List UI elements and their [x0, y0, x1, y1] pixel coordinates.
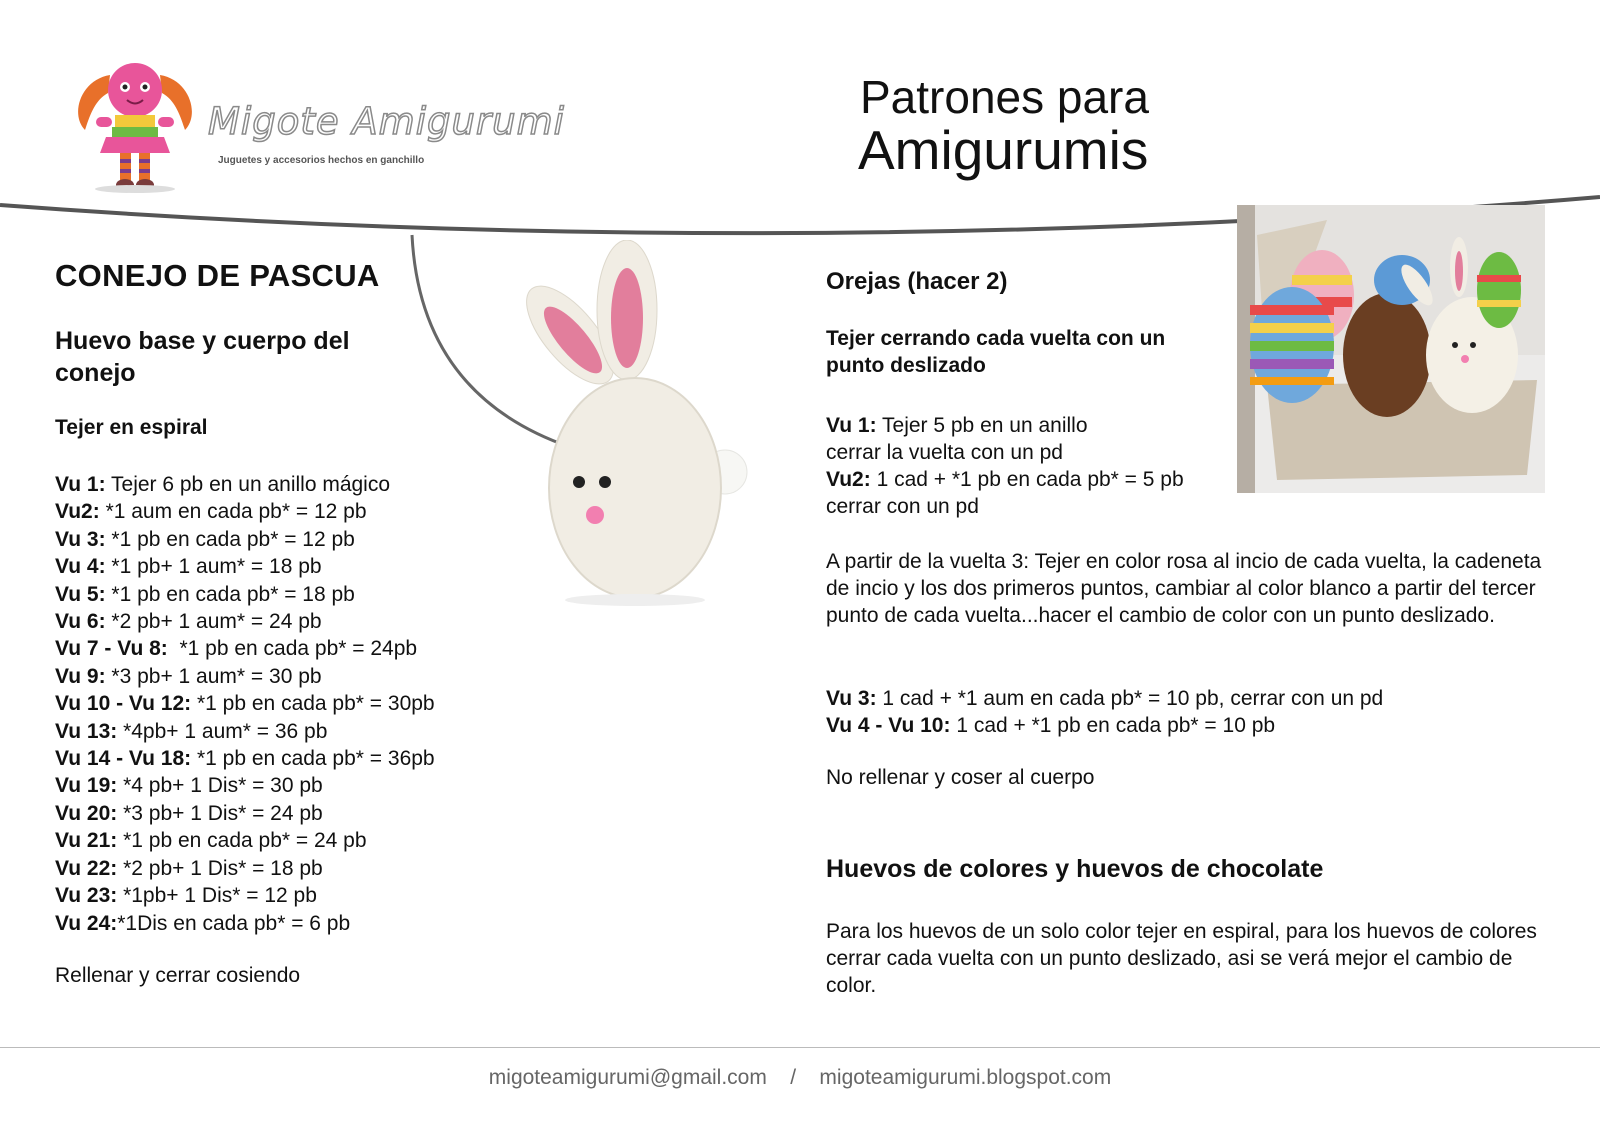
pattern-row: [826, 712, 1383, 739]
row-label: Vu 20:: [55, 801, 118, 825]
footer-divider: [0, 1047, 1600, 1048]
row-label: Vu 4 - Vu 10:: [826, 714, 951, 737]
logo-tagline: Juguetes y accesorios hechos en ganchillo: [218, 155, 425, 166]
row-label: Vu 22:: [55, 856, 118, 880]
pattern-title: CONEJO DE PASCUA: [55, 258, 380, 293]
body-closing-note: Rellenar y cerrar cosiendo: [55, 964, 301, 987]
row-text: *3 pb+ 1 aum* = 30 pb: [105, 664, 322, 688]
row-label: Vu 5:: [55, 582, 106, 606]
row-text: *4 pb+ 1 Dis* = 30 pb: [117, 774, 323, 798]
pattern-row: [55, 882, 435, 909]
row-text: *1 pb en cada pb* = 24 pb: [117, 829, 367, 853]
pattern-row: [55, 718, 435, 745]
row-text: cerrar con un pd: [826, 495, 979, 518]
pattern-row: [826, 466, 1184, 493]
row-text: *1Dis en cada pb* = 6 pb: [117, 911, 351, 935]
logo-doll-icon: [70, 55, 200, 195]
row-text: Tejer 6 pb en un anillo mágico: [105, 473, 391, 496]
row-text: cerrar la vuelta con un pd: [826, 441, 1063, 464]
pattern-row: [55, 608, 435, 635]
ears-instruction: Tejer cerrando cada vuelta con un punto deslizado: [826, 327, 1166, 377]
pattern-row: [826, 439, 1184, 466]
logo-wordmark: Migote Amigurumi: [208, 100, 565, 143]
footer-separator: /: [790, 1066, 797, 1089]
footer-blog-link[interactable]: migoteamigurumi.blogspot.com: [819, 1066, 1112, 1089]
row-label: Vu 6:: [55, 610, 106, 634]
ears-rows-list-2: [826, 685, 1383, 739]
pattern-row: [55, 827, 435, 854]
eggs-paragraph: Para los huevos de un solo color tejer en espiral, para los huevos de colores cerrar cada vuelta con un punto deslizado, asi se verá mejor el cambio de color.: [826, 920, 1537, 997]
row-label: Vu 24:: [55, 911, 118, 935]
pattern-row: [826, 493, 1184, 520]
pattern-row: [826, 685, 1383, 712]
footer-email[interactable]: migoteamigurumi@gmail.com: [488, 1066, 767, 1089]
header-title-line1: Patrones para: [860, 71, 1149, 123]
pattern-row: [55, 526, 435, 553]
pattern-row: [55, 800, 435, 827]
row-label: Vu2:: [826, 468, 871, 491]
pattern-row: [55, 855, 435, 882]
ears-finish-note: No rellenar y coser al cuerpo: [826, 766, 1095, 789]
section-heading-body: Huevo base y cuerpo del conejo: [55, 327, 350, 387]
row-label: Vu 14 - Vu 18:: [55, 747, 192, 771]
row-label: Vu 1:: [55, 473, 106, 496]
pattern-row: [55, 553, 435, 580]
row-text: *1 pb en cada pb* = 30pb: [191, 692, 435, 716]
ears-rows-list: [826, 412, 1184, 520]
pattern-row: [55, 471, 435, 498]
ears-color-paragraph: A partir de la vuelta 3: Tejer en color rosa al incio de cada vuelta, la cadeneta de incio y los dos primeros puntos, cambiar al color blanco a partir del tercer punto de cada vuelta...hacer el cambio de color con un punto deslizado.: [826, 550, 1542, 627]
row-text: *1 pb+ 1 aum* = 18 pb: [105, 555, 322, 579]
row-label: Vu 4:: [55, 555, 106, 579]
row-text: *1 pb en cada pb* = 36pb: [191, 747, 435, 771]
ears-heading: Orejas (hacer 2): [826, 268, 1008, 295]
pattern-row: [55, 498, 435, 525]
row-text: *1 pb en cada pb* = 12 pb: [105, 527, 355, 551]
pattern-row: [55, 581, 435, 608]
pattern-row: [55, 745, 435, 772]
row-label: Vu 19:: [55, 774, 118, 798]
row-label: Vu 3:: [826, 687, 877, 710]
row-label: Vu 10 - Vu 12:: [55, 692, 192, 716]
row-label: Vu2:: [55, 500, 100, 524]
row-text: *1pb+ 1 Dis* = 12 pb: [117, 884, 317, 908]
pattern-row: [55, 772, 435, 799]
row-text: *1 aum en cada pb* = 12 pb: [99, 500, 367, 524]
row-text: *1 pb en cada pb* = 24pb: [167, 637, 418, 661]
header-title-line2: Amigurumis: [858, 119, 1149, 181]
pattern-row: [55, 663, 435, 690]
row-label: Vu 1:: [826, 414, 877, 437]
row-label: Vu 13:: [55, 719, 118, 743]
pattern-row: [55, 635, 435, 662]
row-text: *3 pb+ 1 Dis* = 24 pb: [117, 801, 323, 825]
row-text: *1 pb en cada pb* = 18 pb: [105, 582, 355, 606]
pattern-row: [826, 412, 1184, 439]
technique-note: Tejer en espiral: [55, 416, 208, 439]
row-text: Tejer 5 pb en un anillo: [876, 414, 1088, 437]
eggs-heading: Huevos de colores y huevos de chocolate: [826, 855, 1324, 883]
pattern-row: [55, 910, 435, 937]
row-label: Vu 23:: [55, 884, 118, 908]
row-text: *2 pb+ 1 Dis* = 18 pb: [117, 856, 323, 880]
row-text: 1 cad + *1 pb en cada pb* = 5 pb: [870, 468, 1184, 491]
bunny-egg-illustration: [515, 240, 770, 610]
row-text: *4pb+ 1 aum* = 36 pb: [117, 719, 328, 743]
footer: [0, 1066, 1600, 1090]
row-label: Vu 9:: [55, 664, 106, 688]
row-text: 1 cad + *1 aum en cada pb* = 10 pb, cerrar con un pd: [876, 687, 1384, 710]
row-label: Vu 3:: [55, 527, 106, 551]
eggs-carton-photo: [1237, 205, 1545, 493]
row-label: Vu 7 - Vu 8:: [55, 637, 168, 661]
body-rows-list: [55, 471, 435, 937]
row-text: *2 pb+ 1 aum* = 24 pb: [105, 610, 322, 634]
row-text: 1 cad + *1 pb en cada pb* = 10 pb: [950, 714, 1276, 737]
row-label: Vu 21:: [55, 829, 118, 853]
pattern-row: [55, 690, 435, 717]
